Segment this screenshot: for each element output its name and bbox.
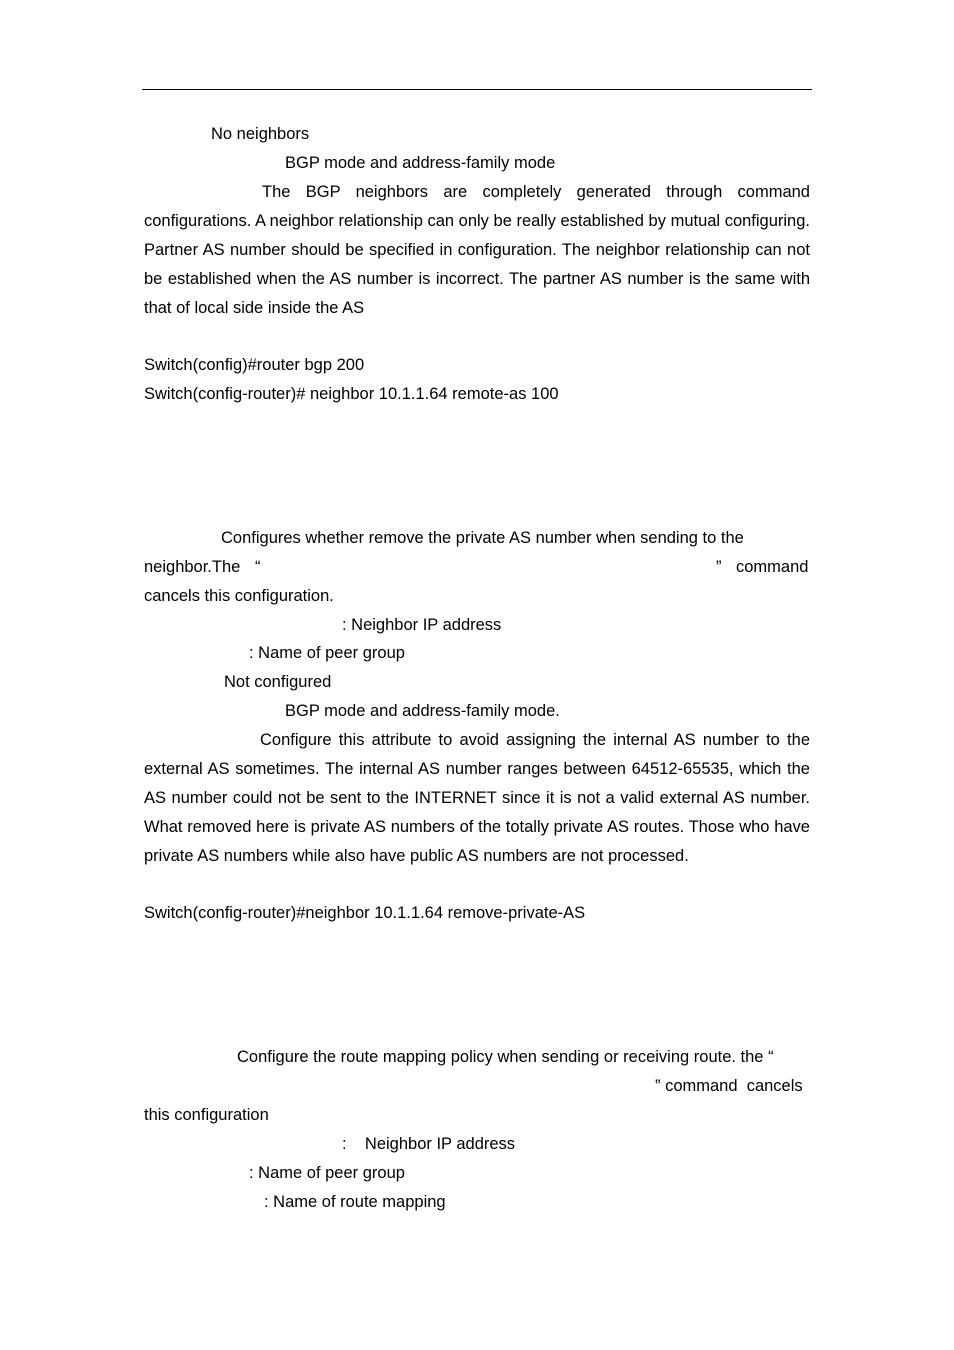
function-2-line-3: cancels this configuration. — [144, 587, 334, 605]
function-2-close-quote: ” — [716, 558, 722, 576]
example-1-line-1: Switch(config)#router bgp 200 — [144, 356, 365, 374]
param-3-group: : Name of peer group — [249, 1164, 405, 1182]
param-3-map: : Name of route mapping — [264, 1193, 446, 1211]
usage-guide-2-text: Configure this attribute to avoid assigning the internal AS number to the external AS sometimes. The internal AS number ranges between 64512-65535, which the AS number could not be sent to the INTERNET since it is not a valid external AS number. What removed here is private AS numbers of the totally private AS routes. Those who have private AS numbers while also have public AS numbers are not processed. — [144, 731, 810, 865]
param-3-ip: : Neighbor IP address — [342, 1135, 516, 1153]
function-2-line-2-a: neighbor.The — [144, 558, 241, 576]
default-value-1: No neighbors — [211, 125, 310, 143]
command-mode-2: BGP mode and address-family mode. — [285, 702, 560, 720]
command-mode-1: BGP mode and address-family mode — [285, 154, 556, 172]
function-2-line-2-b: command — [736, 558, 809, 576]
usage-guide-1-text: The BGP neighbors are completely generated through command configurations. A neighbor relationship can only be really established by mutual configuring. Partner AS number should be specified in configuration. The neighbor relationship can not be established when the AS number is incorrect. The partner AS number is the same with that of local side inside the AS — [144, 183, 810, 317]
example-1-line-2: Switch(config-router)# neighbor 10.1.1.64 remote-as 100 — [144, 385, 559, 403]
usage-guide-1 — [144, 178, 810, 323]
function-3-line-3: this configuration — [144, 1106, 269, 1124]
usage-guide-2 — [144, 726, 810, 871]
default-value-2: Not configured — [224, 673, 332, 691]
function-3-line-2: ” command cancels — [655, 1077, 803, 1095]
header-rule — [142, 89, 812, 90]
param-2-group: : Name of peer group — [249, 644, 405, 662]
function-2-line-1: Configures whether remove the private AS number when sending to the — [221, 529, 744, 547]
example-2: Switch(config-router)#neighbor 10.1.1.64 remove-private-AS — [144, 904, 586, 922]
function-3-line-1: Configure the route mapping policy when sending or receiving route. the “ — [237, 1048, 774, 1066]
param-2-ip: : Neighbor IP address — [342, 616, 502, 634]
function-2-open-quote: “ — [255, 558, 261, 576]
